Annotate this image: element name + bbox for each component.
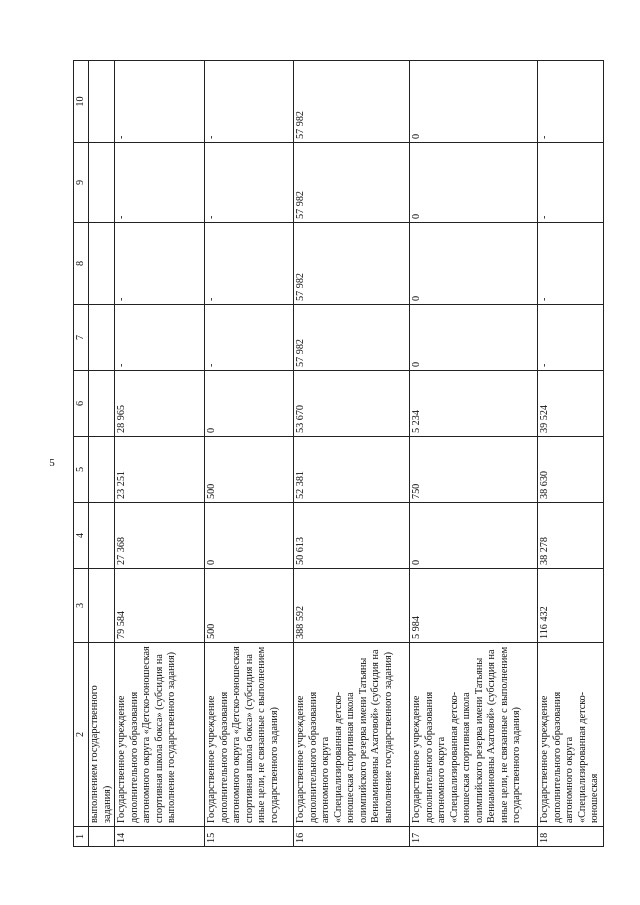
rotated-table-frame bbox=[73, 61, 600, 847]
value-cell: 388 592 bbox=[294, 569, 410, 643]
row-number-cell: 18 bbox=[538, 827, 604, 847]
empty-cell bbox=[89, 223, 115, 305]
value-cell: - bbox=[115, 223, 205, 305]
page-number: 5 bbox=[49, 457, 55, 469]
value-cell: 27 368 bbox=[115, 503, 205, 569]
continuation-text: выполнением государственного задания) bbox=[89, 643, 115, 827]
value-cell: 57 982 bbox=[294, 223, 410, 305]
table-row bbox=[538, 61, 604, 847]
column-number: 6 bbox=[74, 371, 89, 437]
table-row bbox=[410, 61, 538, 847]
value-cell: 38 278 bbox=[538, 503, 604, 569]
empty-cell bbox=[89, 569, 115, 643]
institution-description: Государственное учреждение дополнительного образования автономного округа «Специализированная детско-юношеская спортивная школа олимпийского резерва имени Татьяны Вениаминовны Ахатовой» (субсидия на иные цели, не связанные с выполнением государственного задания) bbox=[410, 643, 538, 827]
value-cell: 116 432 bbox=[538, 569, 604, 643]
value-cell: - bbox=[538, 305, 604, 371]
value-cell: 38 630 bbox=[538, 437, 604, 503]
row-number-cell bbox=[89, 827, 115, 847]
value-cell: - bbox=[538, 223, 604, 305]
row-number-cell: 15 bbox=[205, 827, 294, 847]
column-number: 8 bbox=[74, 223, 89, 305]
table-row bbox=[205, 61, 294, 847]
column-number: 9 bbox=[74, 143, 89, 223]
value-cell: 5 234 bbox=[410, 371, 538, 437]
value-cell: - bbox=[205, 143, 294, 223]
value-cell: 53 670 bbox=[294, 371, 410, 437]
institution-description: Государственное учреждение дополнительного образования автономного округа «Специализированная детско-юношеская bbox=[538, 643, 604, 827]
column-number: 5 bbox=[74, 437, 89, 503]
value-cell: 5 984 bbox=[410, 569, 538, 643]
value-cell: 500 bbox=[205, 437, 294, 503]
value-cell: 57 982 bbox=[294, 305, 410, 371]
value-cell: 23 251 bbox=[115, 437, 205, 503]
value-cell: 39 524 bbox=[538, 371, 604, 437]
value-cell: 0 bbox=[410, 143, 538, 223]
empty-cell bbox=[89, 143, 115, 223]
value-cell: 750 bbox=[410, 437, 538, 503]
empty-cell bbox=[89, 371, 115, 437]
value-cell: - bbox=[205, 61, 294, 143]
institution-description: Государственное учреждение дополнительного образования автономного округа «Детско-юношеская спортивная школа бокса» (субсидия на иные цели, не связанные с выполнением государственного задания) bbox=[205, 643, 294, 827]
value-cell: - bbox=[115, 61, 205, 143]
value-cell: - bbox=[538, 61, 604, 143]
table-row bbox=[115, 61, 205, 847]
row-number-cell: 16 bbox=[294, 827, 410, 847]
empty-cell bbox=[89, 503, 115, 569]
value-cell: - bbox=[205, 305, 294, 371]
institution-description: Государственное учреждение дополнительного образования автономного округа «Специализированная детско-юношеская спортивная школа олимпийского резерва имени Татьяны Вениаминовны Ахатовой» (субсидия на выполнение государственного задания) bbox=[294, 643, 410, 827]
value-cell: 79 584 bbox=[115, 569, 205, 643]
continuation-row bbox=[89, 61, 115, 847]
value-cell: - bbox=[115, 305, 205, 371]
value-cell: 57 982 bbox=[294, 61, 410, 143]
value-cell: 57 982 bbox=[294, 143, 410, 223]
institution-description: Государственное учреждение дополнительного образования автономного округа «Детско-юношеская спортивная школа бокса» (субсидия на выполнение государственного задания) bbox=[115, 643, 205, 827]
empty-cell bbox=[89, 437, 115, 503]
value-cell: 0 bbox=[410, 223, 538, 305]
value-cell: - bbox=[205, 223, 294, 305]
column-number: 4 bbox=[74, 503, 89, 569]
row-number-cell: 17 bbox=[410, 827, 538, 847]
table-row bbox=[294, 61, 410, 847]
value-cell: 0 bbox=[410, 503, 538, 569]
row-number-cell: 14 bbox=[115, 827, 205, 847]
value-cell: - bbox=[538, 143, 604, 223]
budget-table bbox=[73, 60, 604, 847]
value-cell: 0 bbox=[205, 371, 294, 437]
column-number: 10 bbox=[74, 61, 89, 143]
value-cell: 0 bbox=[205, 503, 294, 569]
empty-cell bbox=[89, 305, 115, 371]
value-cell: 0 bbox=[410, 61, 538, 143]
value-cell: - bbox=[115, 143, 205, 223]
empty-cell bbox=[89, 61, 115, 143]
column-number: 3 bbox=[74, 569, 89, 643]
value-cell: 52 381 bbox=[294, 437, 410, 503]
value-cell: 28 965 bbox=[115, 371, 205, 437]
column-number: 7 bbox=[74, 305, 89, 371]
column-number: 2 bbox=[74, 643, 89, 827]
value-cell: 50 613 bbox=[294, 503, 410, 569]
value-cell: 0 bbox=[410, 305, 538, 371]
column-number: 1 bbox=[74, 827, 89, 847]
value-cell: 500 bbox=[205, 569, 294, 643]
column-number-row bbox=[74, 61, 89, 847]
